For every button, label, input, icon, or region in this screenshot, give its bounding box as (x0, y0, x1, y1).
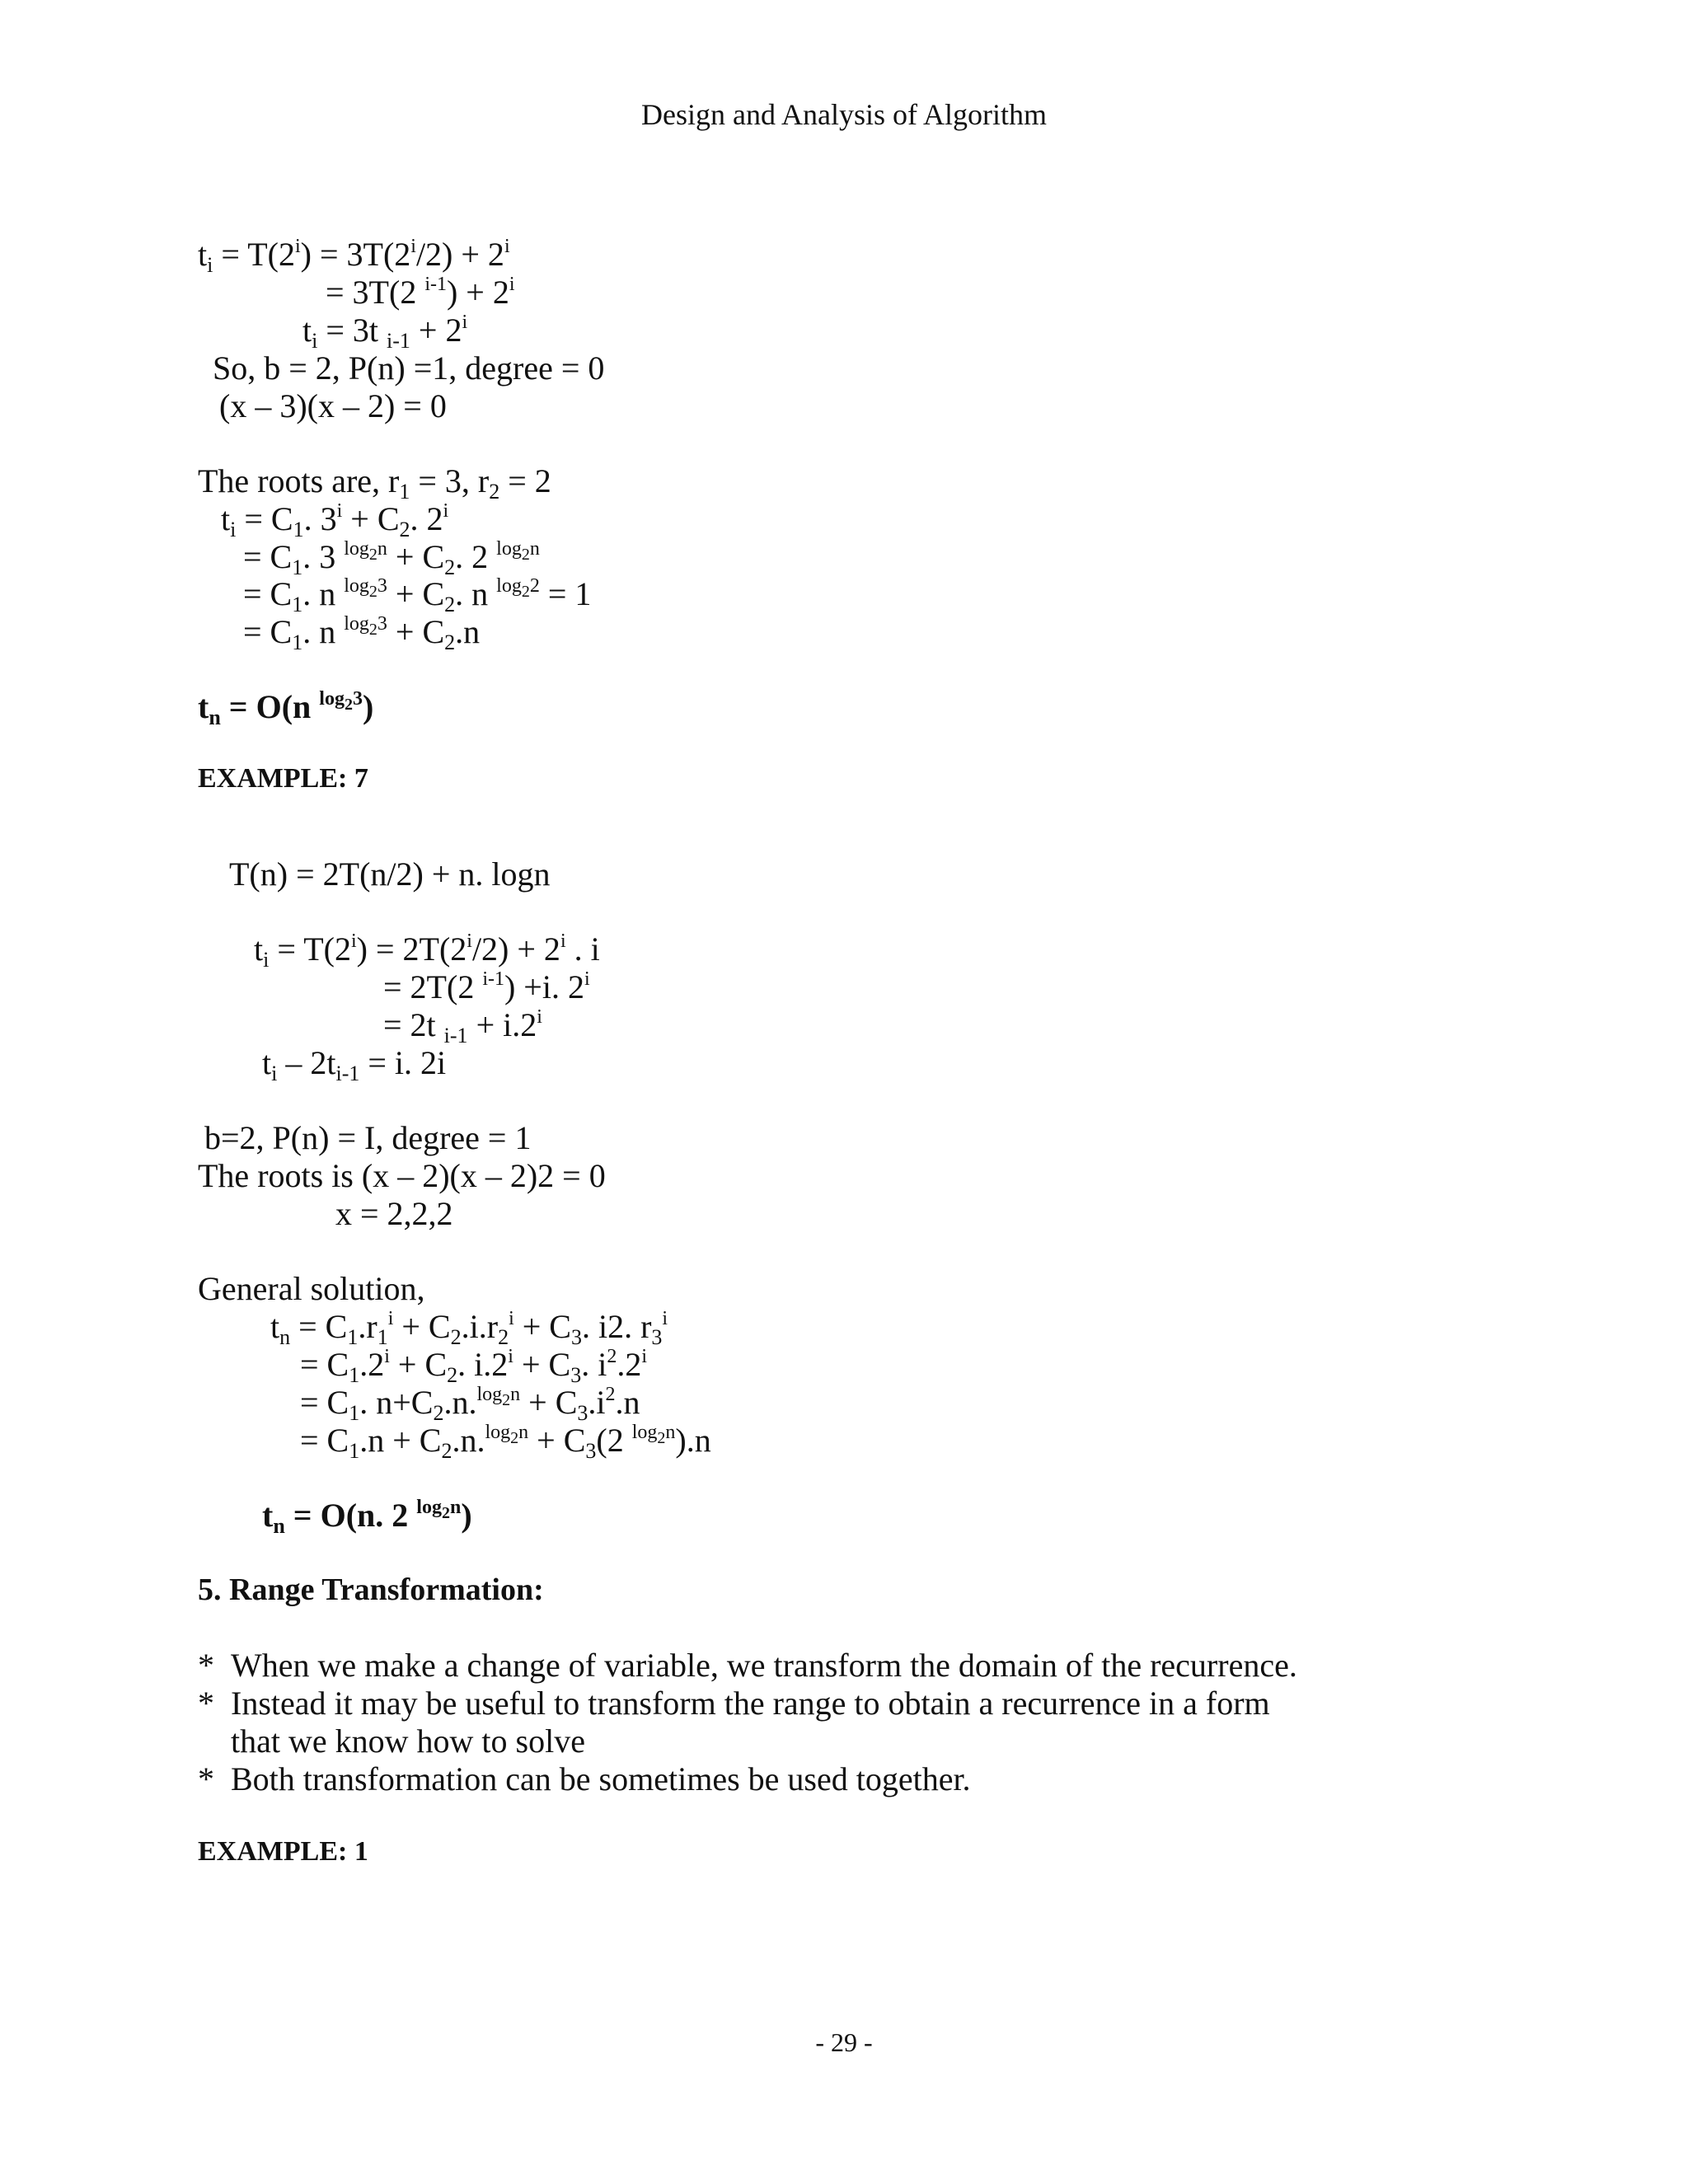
bullet-mark: * (198, 1685, 214, 1722)
bullet-mark: * (198, 1760, 214, 1797)
bullet-item: * When we make a change of variable, we transform the domain of the recurrence. (198, 1647, 1297, 1684)
example-heading: EXAMPLE: 7 (198, 763, 368, 794)
text-line: The roots is (x – 2)(x – 2)2 = 0 (198, 1157, 606, 1194)
equation-line: $t_i = 3t$ $_{i-1} + 2^i$ (302, 312, 468, 353)
equation-line: = $C_1$. n $^{log_23} + C_2.n$ (243, 613, 481, 654)
bullet-item: * Both transformation can be sometimes be used together. (198, 1760, 971, 1797)
page-header: Design and Analysis of Algorithm (641, 98, 1047, 131)
bullet-item: * Instead it may be useful to transform the range to obtain a recurrence in a form (198, 1685, 1270, 1722)
equation-line: = 2t $_{i-1} + i.2^i$ (383, 1006, 542, 1047)
equation-line: $t_i - 2t_{i-1} = i$. 2i (262, 1044, 447, 1085)
result-line: $t_n = O(n$ $^{log_23}$) (198, 688, 374, 729)
equation-line: = $C_1$. 3 $^{log_2n} + C_2$. 2 $^{log_2n}$ (243, 538, 540, 579)
text-line: x = 2,2,2 (335, 1195, 453, 1232)
bullet-item: that we know how to solve (231, 1722, 585, 1760)
equation-line: $t_i = T(2^i) = 2T(2^i/2) + 2^i$ . i (254, 930, 600, 972)
equation-line: $t_i = C_1$. $3^i + C_2$. 2$^i$ (221, 500, 449, 541)
text-line: b=2, P(n) = I, degree = 1 (204, 1119, 532, 1156)
equation-line: = 3T(2 $^{i-1}) + 2^i$ (326, 274, 515, 311)
equation-line: T(n) = 2T(n/2) + n. logn (229, 855, 551, 893)
equation-line: = $C_1.2^i + C_2$. $i.2^i + C_3$. $i^2.2^i$ (300, 1346, 648, 1387)
bullet-mark: * (198, 1647, 214, 1684)
equation-line: So, b = 2, P(n) =1, degree = 0 (213, 349, 605, 387)
example-heading: EXAMPLE: 1 (198, 1836, 368, 1867)
equation-line: = $C_1$. $n+C_2.n.^{log_2n} + C_3.i^2.n$ (300, 1384, 640, 1425)
equation-line: = $C_1.n + C_2.n.^{log_2n} + C_3(2$ $^{log_2n}$).n (300, 1422, 711, 1463)
section-heading: 5. Range Transformation: (198, 1572, 544, 1607)
equation-line: = 2T(2 $^{i-1}$) +i. 2$^i$ (383, 968, 590, 1005)
equation-line: $t_i = T(2^i) = 3T(2^i/2) + 2^i$ (198, 236, 510, 277)
text-line: General solution, (198, 1270, 425, 1307)
equation-line: (x – 3)(x – 2) = 0 (219, 387, 447, 424)
page-number: - 29 - (815, 2027, 873, 2057)
text-line: The roots are, $r_1 = 3$, $r_2 = 2$ (198, 462, 551, 504)
equation-line: $t_n = C_1.r_1^i + C_2.i.r_2^i + C_3$. i2. $r_3^i$ (270, 1308, 668, 1349)
result-line: $t_n = O(n$. 2 $^{log_2n}$) (262, 1497, 472, 1538)
equation-line: = $C_1$. n $^{log_23} + C_2$. n $^{log_22}$ = 1 (243, 575, 592, 616)
